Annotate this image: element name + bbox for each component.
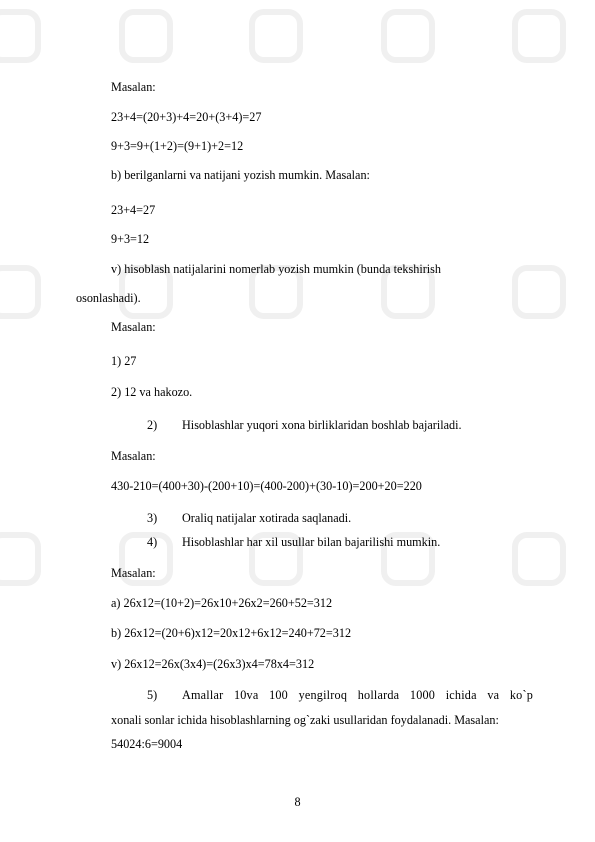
- list-item-text: Hisoblashlar yuqori xona birliklaridan boshlab bajariladi.: [182, 418, 462, 432]
- text-line: b) 26x12=(20+6)x12=20x12+6x12=240+72=312: [111, 626, 352, 640]
- text-line: 1) 27: [111, 354, 137, 368]
- list-item-text: Oraliq natijalar xotirada saqlanadi.: [182, 511, 352, 525]
- text-line: 430-210=(400+30)-(200+10)=(400-200)+(30-10)=200+20=220: [111, 479, 422, 493]
- text-line: b) berilganlarni va natijani yozish mumkin. Masalan:: [111, 168, 370, 182]
- list-item-text: Hisoblashlar har xil usullar bilan bajarilishi mumkin.: [182, 535, 441, 549]
- text-line: 2) 12 va hakozo.: [111, 385, 193, 399]
- text-line: Masalan:: [111, 566, 156, 580]
- text-line: v) 26x12=26x(3x4)=(26x3)x4=78x4=312: [111, 657, 315, 671]
- text-line: 9+3=9+(1+2)=(9+1)+2=12: [111, 139, 244, 153]
- list-item-text: Amallar 10va 100 yengilroq hollarda 1000 ichida va ko`p: [182, 688, 533, 702]
- list-number: 2): [147, 418, 158, 432]
- list-number: 4): [147, 535, 158, 549]
- text-line: xonali sonlar ichida hisoblashlarning og`zaki usullaridan foydalanadi. Masalan:: [111, 713, 499, 727]
- text-line: a) 26x12=(10+2)=26x10+26x2=260+52=312: [111, 596, 333, 610]
- list-number: 3): [147, 511, 158, 525]
- text-line: 23+4=(20+3)+4=20+(3+4)=27: [111, 110, 262, 124]
- text-line: 23+4=27: [111, 203, 156, 217]
- text-line: osonlashadi).: [76, 291, 141, 305]
- text-line: Masalan:: [111, 449, 156, 463]
- text-line: v) hisoblash natijalarini nomerlab yozish mumkin (bunda tekshirish: [111, 262, 442, 276]
- page-number: 8: [294, 795, 301, 809]
- text-line: 54024:6=9004: [111, 737, 183, 751]
- text-line: Masalan:: [111, 320, 156, 334]
- text-line: 9+3=12: [111, 232, 150, 246]
- text-line: Masalan:: [111, 80, 156, 94]
- list-number: 5): [147, 688, 158, 702]
